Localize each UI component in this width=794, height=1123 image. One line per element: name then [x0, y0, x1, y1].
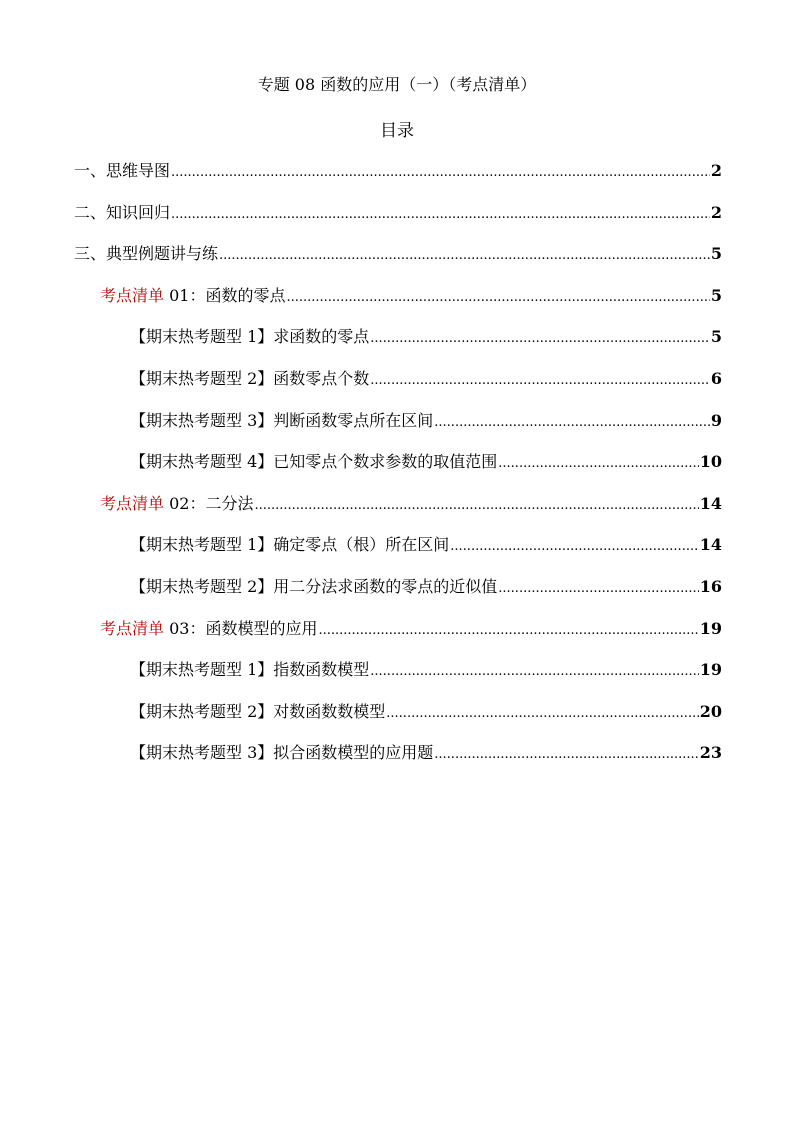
toc-dot-leader: [370, 659, 698, 683]
toc-entry[interactable]: [74, 410, 722, 452]
toc-entry-label: 【期末热考题型 2】对数函数数模型: [130, 701, 386, 721]
toc-entry-label: 【期末热考题型 1】确定零点（根）所在区间: [130, 535, 450, 555]
toc-dot-leader: [370, 326, 710, 350]
toc-heading: 目录: [380, 121, 414, 141]
toc-dot-leader: [254, 493, 698, 517]
toc-entry-page: 2: [710, 202, 722, 222]
toc-entry[interactable]: [74, 368, 722, 410]
toc-dot-leader: [498, 576, 698, 600]
toc-entry-page: 5: [710, 244, 722, 264]
toc-entry[interactable]: [74, 701, 722, 743]
toc-entry[interactable]: [74, 742, 722, 784]
toc-entry[interactable]: [74, 618, 722, 660]
toc-entry-label: 02：二分法: [164, 493, 254, 513]
toc-entry-page: 14: [699, 493, 722, 513]
toc-dot-leader: [171, 202, 710, 226]
toc-entry[interactable]: [74, 243, 722, 285]
toc-entry-prefix: 考点清单: [100, 493, 165, 513]
toc-dot-leader: [370, 368, 710, 392]
toc-entry[interactable]: [74, 202, 722, 244]
table-of-contents: [74, 160, 722, 784]
toc-entry-label: 【期末热考题型 2】用二分法求函数的零点的近似值: [130, 576, 498, 596]
toc-entry-page: 5: [710, 327, 722, 347]
toc-entry-label: 【期末热考题型 1】求函数的零点: [130, 327, 370, 347]
toc-entry-page: 14: [699, 535, 722, 555]
toc-entry[interactable]: [74, 160, 722, 202]
toc-entry-page: 16: [699, 576, 722, 596]
toc-dot-leader: [434, 742, 698, 766]
toc-entry[interactable]: [74, 576, 722, 618]
toc-entry-page: 6: [710, 368, 722, 388]
toc-entry[interactable]: [74, 451, 722, 493]
toc-entry-page: 5: [710, 285, 722, 305]
toc-entry[interactable]: [74, 285, 722, 327]
toc-dot-leader: [286, 285, 709, 309]
toc-entry-page: 10: [699, 452, 722, 472]
toc-dot-leader: [318, 618, 698, 642]
toc-dot-leader: [434, 410, 710, 434]
toc-entry[interactable]: [74, 326, 722, 368]
toc-dot-leader: [498, 451, 698, 475]
toc-entry-label: 01：函数的零点: [164, 285, 286, 305]
toc-entry-page: 19: [699, 660, 722, 680]
toc-dot-leader: [171, 160, 710, 184]
toc-entry-label: 03：函数模型的应用: [164, 618, 318, 638]
toc-entry-page: 19: [699, 618, 722, 638]
toc-entry-label: 【期末热考题型 4】已知零点个数求参数的取值范围: [130, 452, 498, 472]
toc-entry-page: 2: [710, 161, 722, 180]
toc-dot-leader: [219, 243, 710, 267]
toc-dot-leader: [386, 701, 698, 725]
toc-entry-prefix: 考点清单: [100, 618, 165, 638]
toc-entry-page: 9: [710, 410, 722, 430]
toc-entry-label: 一、思维导图: [74, 161, 171, 180]
toc-entry-prefix: 考点清单: [100, 285, 165, 305]
document-title: 专题 08 函数的应用（一）（考点清单）: [257, 75, 537, 94]
toc-entry-label: 【期末热考题型 3】拟合函数模型的应用题: [130, 743, 434, 763]
toc-dot-leader: [450, 534, 698, 558]
toc-entry[interactable]: [74, 659, 722, 701]
toc-entry[interactable]: [74, 493, 722, 535]
toc-entry-label: 【期末热考题型 1】指数函数模型: [130, 660, 370, 680]
toc-entry-label: 【期末热考题型 2】函数零点个数: [130, 368, 370, 388]
toc-entry-label: 【期末热考题型 3】判断函数零点所在区间: [130, 410, 434, 430]
toc-entry-label: 二、知识回归: [74, 202, 171, 222]
toc-entry[interactable]: [74, 534, 722, 576]
toc-entry-page: 23: [699, 743, 722, 763]
toc-entry-page: 20: [699, 701, 722, 721]
toc-entry-label: 三、典型例题讲与练: [74, 244, 219, 264]
